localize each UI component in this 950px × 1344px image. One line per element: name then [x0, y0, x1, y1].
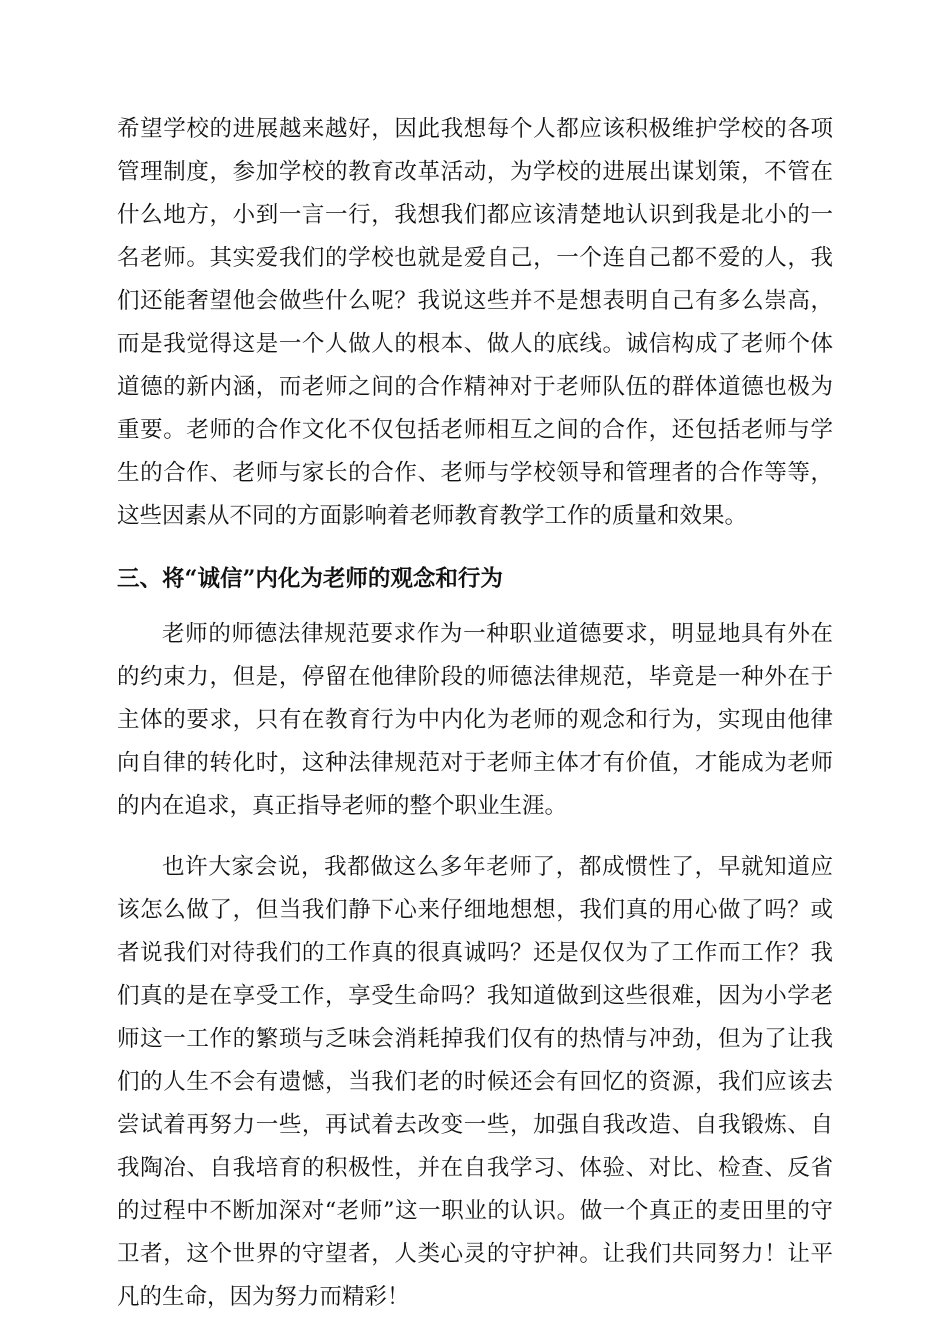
paragraph-closing: 也许大家会说，我都做这么多年老师了，都成惯性了，早就知道应该怎么做了，但当我们静下心来仔细地想想，我们真的用心做了吗？或者说我们对待我们的工作真的很真诚吗？还是仅仅为了工作而工作？我们真的是在享受工作，享受生命吗？我知道做到这些很难，因为小学老师这一工作的繁琐与乏味会消耗掉我们仅有的热情与冲劲，但为了让我们的人生不会有遗憾，当我们老的时候还会有回忆的资源，我们应该去尝试着再努力一些，再试着去改变一些，加强自我改造、自我锻炼、自我陶冶、自我培育的积极性，并在自我学习、体验、对比、检查、反省的过程中不断加深对“老师”这一职业的认识。做一个真正的麦田里的守卫者，这个世界的守望者，人类心灵的守护神。让我们共同努力！让平凡的生命，因为努力而精彩！: [117, 854, 833, 1310]
paragraph-continued: 希望学校的进展越来越好，因此我想每个人都应该积极维护学校的各项管理制度，参加学校的教育改革活动，为学校的进展出谋划策，不管在什么地方，小到一言一行，我想我们都应该清楚地认识到我是北小的一名老师。其实爱我们的学校也就是爱自己，一个连自己都不爱的人，我们还能奢望他会做些什么呢？我说这些并不是想表明自己有多么崇高，而是我觉得这是一个人做人的根本、做人的底线。诚信构成了老师个体道德的新内涵，而老师之间的合作精神对于老师队伍的群体道德也极为重要。老师的合作文化不仅包括老师相互之间的合作，还包括老师与学生的合作、老师与家长的合作、老师与学校领导和管理者的合作等等，这些因素从不同的方面影响着老师教育教学工作的质量和效果。: [117, 116, 833, 529]
document-body: [117, 108, 833, 1319]
paragraph-spacer: [117, 828, 833, 846]
paragraph-norms: 老师的师德法律规范要求作为一种职业道德要求，明显地具有外在的约束力，但是，停留在他律阶段的师德法律规范，毕竟是一种外在于主体的要求，只有在教育行为中内化为老师的观念和行为，实现由他律向自律的转化时，这种法律规范对于老师主体才有价值，才能成为老师的内在追求，真正指导老师的整个职业生涯。: [117, 621, 833, 819]
section-heading: 三、将“诚信”内化为老师的观念和行为: [117, 566, 503, 592]
